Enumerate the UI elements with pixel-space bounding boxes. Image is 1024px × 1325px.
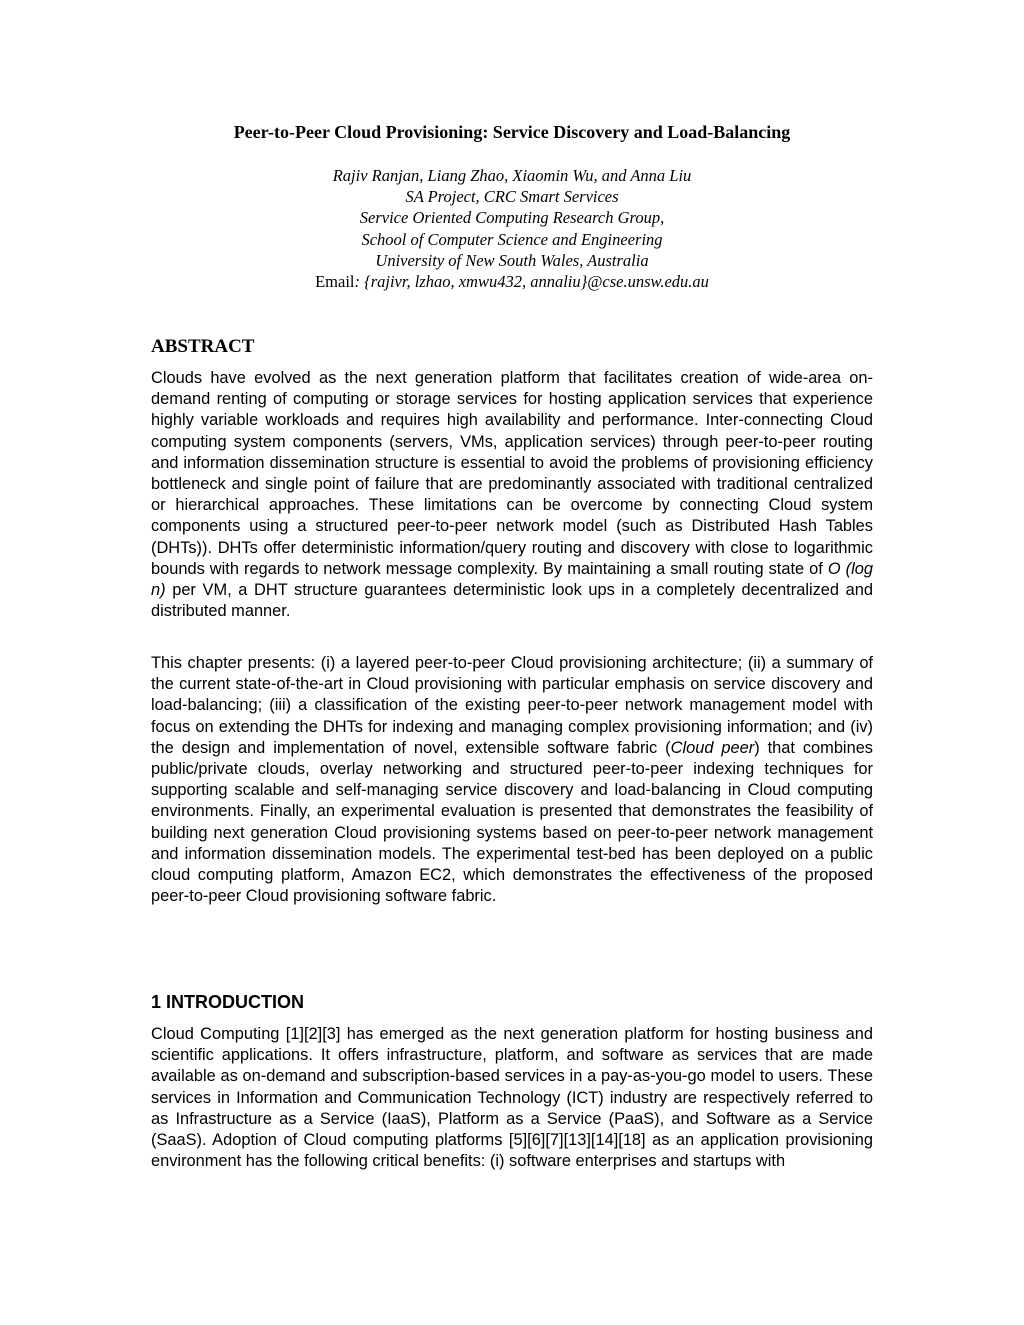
introduction-paragraph-1: Cloud Computing [1][2][3] has emerged as the next generation platform for hosting business and scientific applications. It offers infrastructure, platform, and software as services that are made available as on-demand and subscription-based services in a pay-as-you-go model to users. These services in Information and Communication Technology (ICT) industry are respectively referred to as Infrastructure as a Service (IaaS), Platform as a Service (PaaS), and Software as a Service (SaaS). Adoption of Cloud computing platforms [5][6][7][13][14][18] as an application provisioning environment has the following critical benefits: (i) software enterprises and startups with (151, 1025, 873, 1171)
email-line (0, 271, 1024, 292)
affiliation-line-2: Service Oriented Computing Research Group, (359, 208, 665, 228)
abstract-p2-text-b: ) that combines public/private clouds, overlay networking and structured peer-to-peer indexing techniques for supporting scalable and self-managing service discovery and load-balancing in Cloud computing environments. Finally, an experimental evaluation is presented that demonstrates the feasibility of building next generation Cloud provisioning systems based on peer-to-peer network management and information dissemination models. The experimental test-bed has been deployed on a public cloud computing platform, Amazon EC2, which demonstrates the effectiveness of the proposed peer-to-peer Cloud provisioning software fabric. (151, 738, 874, 906)
email-label: Email (315, 272, 355, 292)
abstract-paragraph-1 (151, 368, 873, 622)
affiliation-line-1: SA Project, CRC Smart Services (405, 187, 619, 207)
affiliation-line-3: School of Computer Science and Engineering (361, 229, 663, 249)
abstract-paragraph-2 (151, 653, 873, 907)
abstract-p1-text-a: Clouds have evolved as the next generation platform that facilitates creation of wide-area on-demand renting of computing or storage services for hosting application services that experience highly variable workloads and requires high availability and performance. Inter-connecting Cloud computing system components (servers, VMs, application services) through peer-to-peer routing and information dissemination structure is essential to avoid the problems of provisioning efficiency bottleneck and single point of failure that are predominantly associated with traditional centralized or hierarchical approaches. These limitations can be overcome by connecting Cloud system components using a structured peer-to-peer network model (such as Distributed Hash Tables (DHTs)). DHTs offer deterministic information/query routing and discovery with close to logarithmic bounds with regards to network message complexity. By maintaining a small routing state of (151, 369, 873, 578)
paper-title: Peer-to-Peer Cloud Provisioning: Service Discovery and Load-Balancing (233, 122, 791, 142)
email-addresses: : {rajivr, lzhao, xmwu432, annaliu}@cse.unsw.edu.au (354, 272, 709, 292)
abstract-p2-text-a: This chapter presents: (i) a layered peer-to-peer Cloud provisioning architecture; (ii) a summary of the current state-of-the-art in Cloud provisioning with particular emphasis on service discovery and load-balancing; (iii) a classification of the existing peer-to-peer network management model with focus on extending the DHTs for indexing and managing complex provisioning information; and (iv) the design and implementation of novel, extensible software fabric ( (151, 654, 873, 757)
author-names: Rajiv Ranjan, Liang Zhao, Xiaomin Wu, and Anna Liu (332, 166, 692, 185)
author-block (0, 165, 1024, 292)
affiliation-line-4: University of New South Wales, Australia (375, 250, 649, 270)
abstract-p2-emphasis: Cloud peer (670, 738, 755, 757)
abstract-p1-emphasis: O (log n) (151, 559, 874, 600)
abstract-heading: ABSTRACT (151, 336, 255, 357)
abstract-p1-text-b: per VM, a DHT structure guarantees deterministic look ups in a completely decentralized and distributed manner. (151, 581, 873, 621)
introduction-heading: 1 INTRODUCTION (151, 992, 304, 1012)
